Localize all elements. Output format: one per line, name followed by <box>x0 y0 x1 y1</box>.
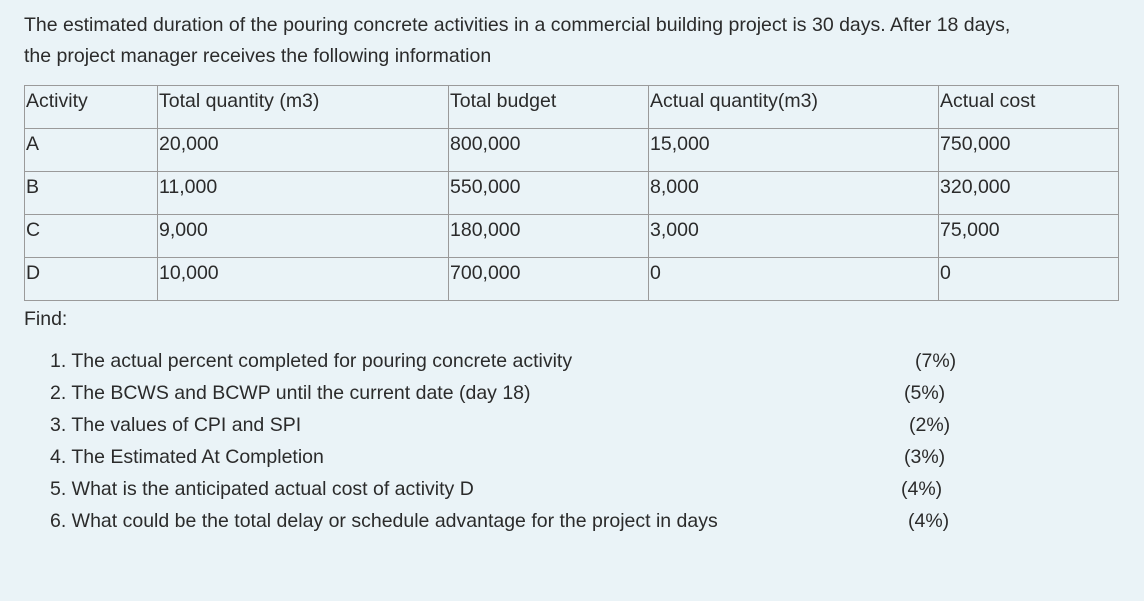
question-marks: (3%) <box>904 446 946 468</box>
question-marks: (2%) <box>909 414 951 436</box>
cell-total-budget: 700,000 <box>449 258 649 301</box>
cell-total-quantity: 9,000 <box>158 215 449 258</box>
table-header-row <box>25 86 1119 129</box>
header-actual-cost: Actual cost <box>939 86 1119 129</box>
problem-statement <box>24 10 1124 72</box>
intro-line-1: The estimated duration of the pouring concrete activities in a commercial building project is 30 days. After 18 days, <box>24 14 1011 36</box>
cell-actual-quantity: 8,000 <box>649 172 939 215</box>
cell-actual-quantity: 3,000 <box>649 215 939 258</box>
question-marks: (7%) <box>915 350 957 372</box>
table-row <box>25 129 1119 172</box>
cell-actual-cost: 750,000 <box>939 129 1119 172</box>
header-activity: Activity <box>25 86 158 129</box>
table-row <box>25 258 1119 301</box>
question-text: 1. The actual percent completed for pouring concrete activity <box>50 350 573 372</box>
cell-total-budget: 180,000 <box>449 215 649 258</box>
question-marks: (5%) <box>904 382 946 404</box>
header-total-quantity: Total quantity (m3) <box>158 86 449 129</box>
find-label: Find: <box>24 308 68 330</box>
intro-line-2: the project manager receives the following information <box>24 45 492 67</box>
list-item <box>50 345 970 377</box>
table-row <box>25 215 1119 258</box>
question-text: 2. The BCWS and BCWP until the current date (day 18) <box>50 382 531 404</box>
question-list <box>50 345 970 537</box>
cell-total-budget: 800,000 <box>449 129 649 172</box>
question-marks: (4%) <box>901 478 943 500</box>
cell-total-budget: 550,000 <box>449 172 649 215</box>
header-actual-quantity: Actual quantity(m3) <box>649 86 939 129</box>
cell-total-quantity: 20,000 <box>158 129 449 172</box>
list-item <box>50 473 970 505</box>
question-text: 5. What is the anticipated actual cost of activity D <box>50 478 474 500</box>
list-item <box>50 505 970 537</box>
cell-actual-cost: 0 <box>939 258 1119 301</box>
question-text: 3. The values of CPI and SPI <box>50 414 302 436</box>
list-item <box>50 441 970 473</box>
list-item <box>50 377 970 409</box>
list-item <box>50 409 970 441</box>
cell-activity: B <box>25 172 158 215</box>
cell-activity: D <box>25 258 158 301</box>
cell-total-quantity: 10,000 <box>158 258 449 301</box>
cell-actual-cost: 320,000 <box>939 172 1119 215</box>
question-text: 4. The Estimated At Completion <box>50 446 324 468</box>
header-total-budget: Total budget <box>449 86 649 129</box>
cell-total-quantity: 11,000 <box>158 172 449 215</box>
table-row <box>25 172 1119 215</box>
cell-activity: C <box>25 215 158 258</box>
cell-actual-cost: 75,000 <box>939 215 1119 258</box>
cell-actual-quantity: 15,000 <box>649 129 939 172</box>
activity-table <box>24 85 1119 301</box>
question-marks: (4%) <box>908 510 950 532</box>
cell-actual-quantity: 0 <box>649 258 939 301</box>
cell-activity: A <box>25 129 158 172</box>
question-text: 6. What could be the total delay or schedule advantage for the project in days <box>50 510 718 532</box>
